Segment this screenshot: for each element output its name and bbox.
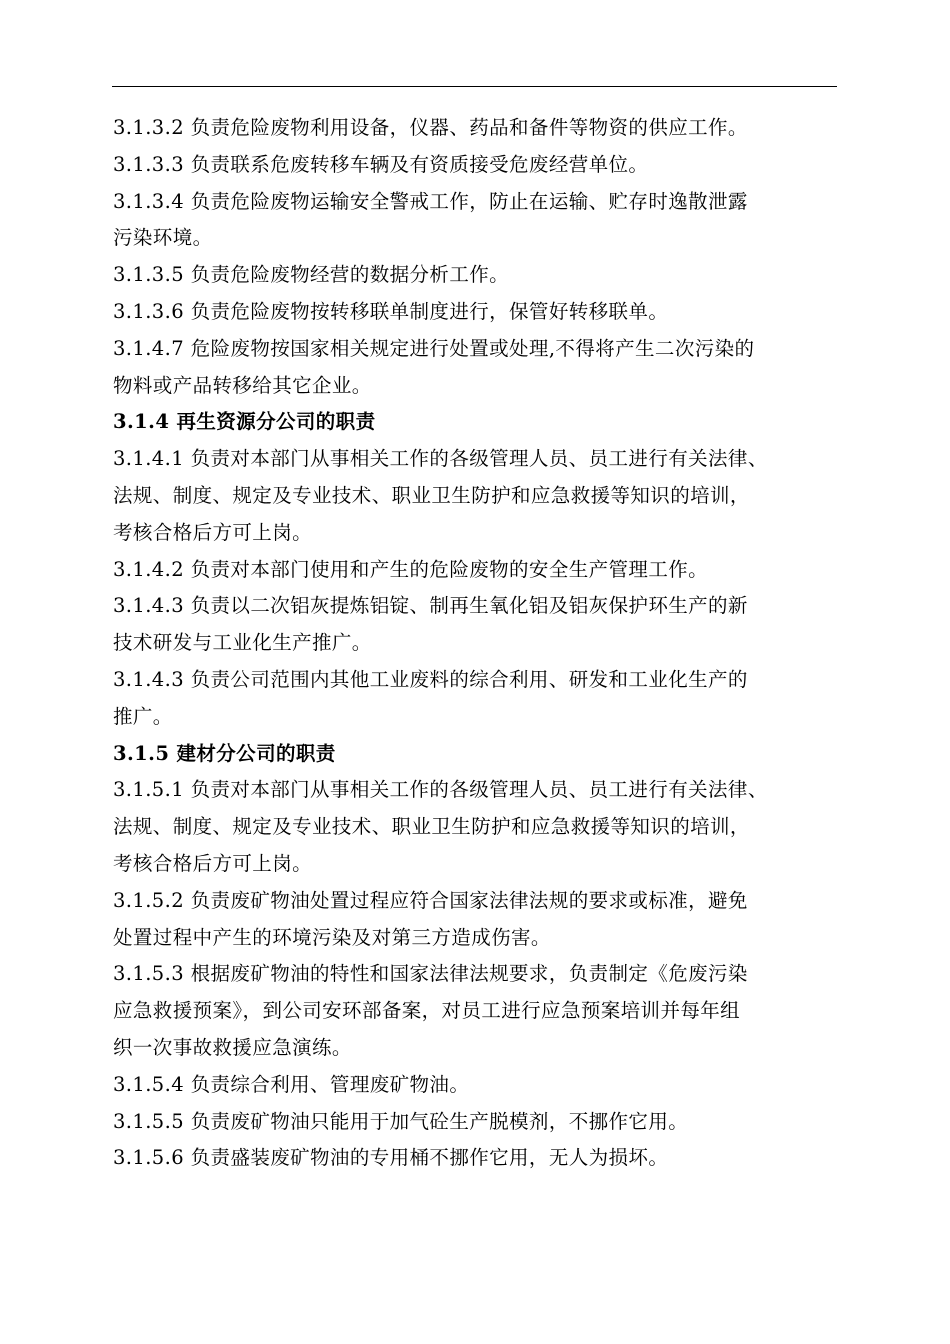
text-line: 3.1.5.2 负责废矿物油处置过程应符合国家法律法规的要求或标准，避免 [113, 888, 748, 912]
section-heading: 3.1.4 再生资源分公司的职责 [113, 410, 376, 434]
section-heading: 3.1.5 建材分公司的职责 [113, 741, 336, 765]
text-line: 法规、制度、规定及专业技术、职业卫生防护和应急救援等知识的培训， [113, 815, 750, 839]
text-line: 推广。 [113, 704, 173, 728]
text-line: 3.1.4.2 负责对本部门使用和产生的危险废物的安全生产管理工作。 [113, 557, 709, 581]
text-line: 3.1.3.4 负责危险废物运输安全警戒工作，防止在运输、贮存时逸散泄露 [113, 189, 748, 213]
text-line: 考核合格后方可上岗。 [113, 851, 313, 875]
text-line: 污染环境。 [113, 226, 213, 250]
text-line: 应急救援预案》，到公司安环部备案，对员工进行应急预案培训并每年组 [113, 999, 741, 1023]
text-line: 3.1.5.4 负责综合利用、管理废矿物油。 [113, 1072, 470, 1096]
text-line: 3.1.5.6 负责盛装废矿物油的专用桶不挪作它用，无人为损坏。 [113, 1146, 669, 1170]
text-line: 3.1.5.1 负责对本部门从事相关工作的各级管理人员、员工进行有关法律、 [113, 778, 768, 802]
text-line: 3.1.5.5 负责废矿物油只能用于加气砼生产脱模剂，不挪作它用。 [113, 1109, 689, 1133]
text-line: 3.1.4.7 危险废物按国家相关规定进行处置或处理,不得将产生二次污染的 [113, 336, 755, 360]
text-line: 法规、制度、规定及专业技术、职业卫生防护和应急救援等知识的培训， [113, 483, 750, 507]
text-line: 3.1.3.5 负责危险废物经营的数据分析工作。 [113, 263, 510, 287]
text-line: 3.1.4.3 负责以二次铝灰提炼铝锭、制再生氧化铝及铝灰保护环生产的新 [113, 594, 748, 618]
text-line: 3.1.4.1 负责对本部门从事相关工作的各级管理人员、员工进行有关法律、 [113, 447, 768, 471]
header-rule [112, 86, 837, 87]
text-line: 3.1.3.2 负责危险废物利用设备，仪器、药品和备件等物资的供应工作。 [113, 116, 748, 139]
text-line: 3.1.4.3 负责公司范围内其他工业废料的综合利用、研发和工业化生产的 [113, 667, 748, 691]
text-line: 物料或产品转移给其它企业。 [113, 373, 372, 397]
text-line: 3.1.5.3 根据废矿物油的特性和国家法律法规要求，负责制定《危废污染 [113, 962, 748, 986]
text-line: 考核合格后方可上岗。 [113, 520, 313, 544]
text-line: 3.1.3.6 负责危险废物按转移联单制度进行，保管好转移联单。 [113, 299, 669, 323]
text-line: 3.1.3.3 负责联系危废转移车辆及有资质接受危废经营单位。 [113, 152, 649, 176]
document-body [113, 110, 848, 1177]
text-line: 技术研发与工业化生产推广。 [113, 631, 372, 655]
text-line: 处置过程中产生的环境污染及对第三方造成伤害。 [113, 925, 551, 949]
text-line: 织一次事故救援应急演练。 [113, 1035, 352, 1059]
